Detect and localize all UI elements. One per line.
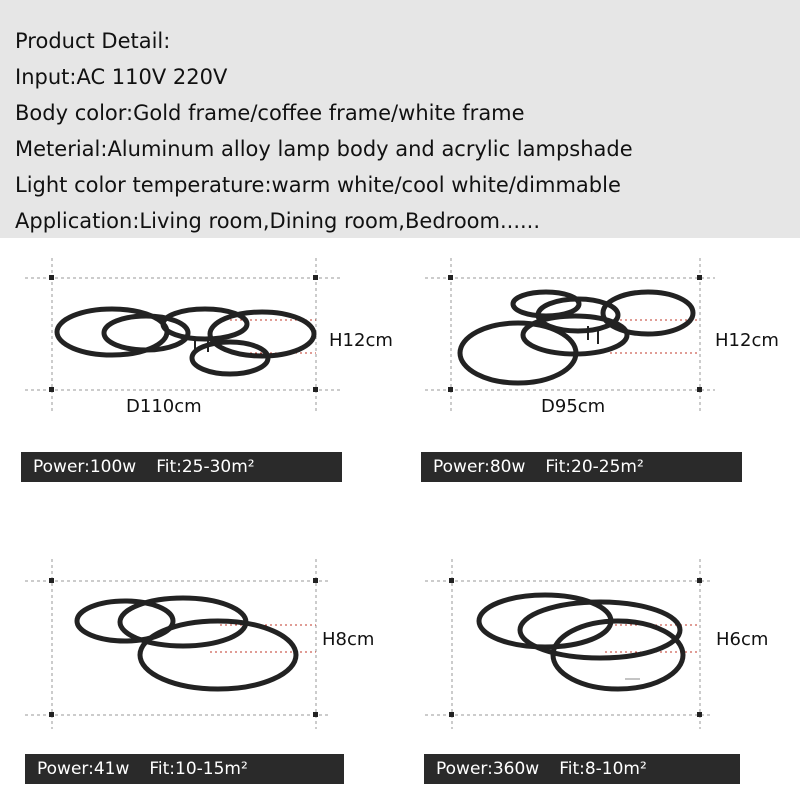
spec-bar — [21, 452, 342, 482]
fit-value: Fit:25-30m² — [156, 457, 255, 477]
fit-value: Fit:8-10m² — [559, 759, 647, 779]
height-label: H8cm — [322, 629, 375, 650]
power-value: Power:360w — [436, 759, 540, 779]
spec-bar — [421, 452, 742, 482]
spec-material: Meterial:Aluminum alloy lamp body and acrylic lampshade — [15, 137, 633, 161]
diameter-label: D95cm — [541, 396, 606, 417]
power-value: Power:41w — [37, 759, 130, 779]
spec-input: Input:AC 110V 220V — [15, 65, 228, 89]
product-detail-header — [0, 0, 800, 238]
power-value: Power:100w — [33, 457, 137, 477]
spec-bar — [424, 754, 740, 784]
height-label: H12cm — [329, 330, 393, 351]
fit-value: Fit:10-15m² — [149, 759, 248, 779]
spec-body-color: Body color:Gold frame/coffee frame/white frame — [15, 101, 525, 125]
variant-panel-4 — [400, 519, 800, 800]
diameter-label: D110cm — [126, 396, 202, 417]
variant-panel-3 — [0, 519, 400, 800]
spec-application: Application:Living room,Dining room,Bedroom...... — [15, 209, 541, 233]
spec-light-color: Light color temperature:warm white/cool white/dimmable — [15, 173, 621, 197]
height-label: H6cm — [716, 629, 769, 650]
variant-panel-2 — [400, 238, 800, 519]
fit-value: Fit:20-25m² — [545, 457, 644, 477]
variant-panel-1 — [0, 238, 400, 519]
spec-bar — [25, 754, 344, 784]
power-value: Power:80w — [433, 457, 526, 477]
height-label: H12cm — [715, 330, 779, 351]
header-title: Product Detail: — [15, 29, 171, 53]
